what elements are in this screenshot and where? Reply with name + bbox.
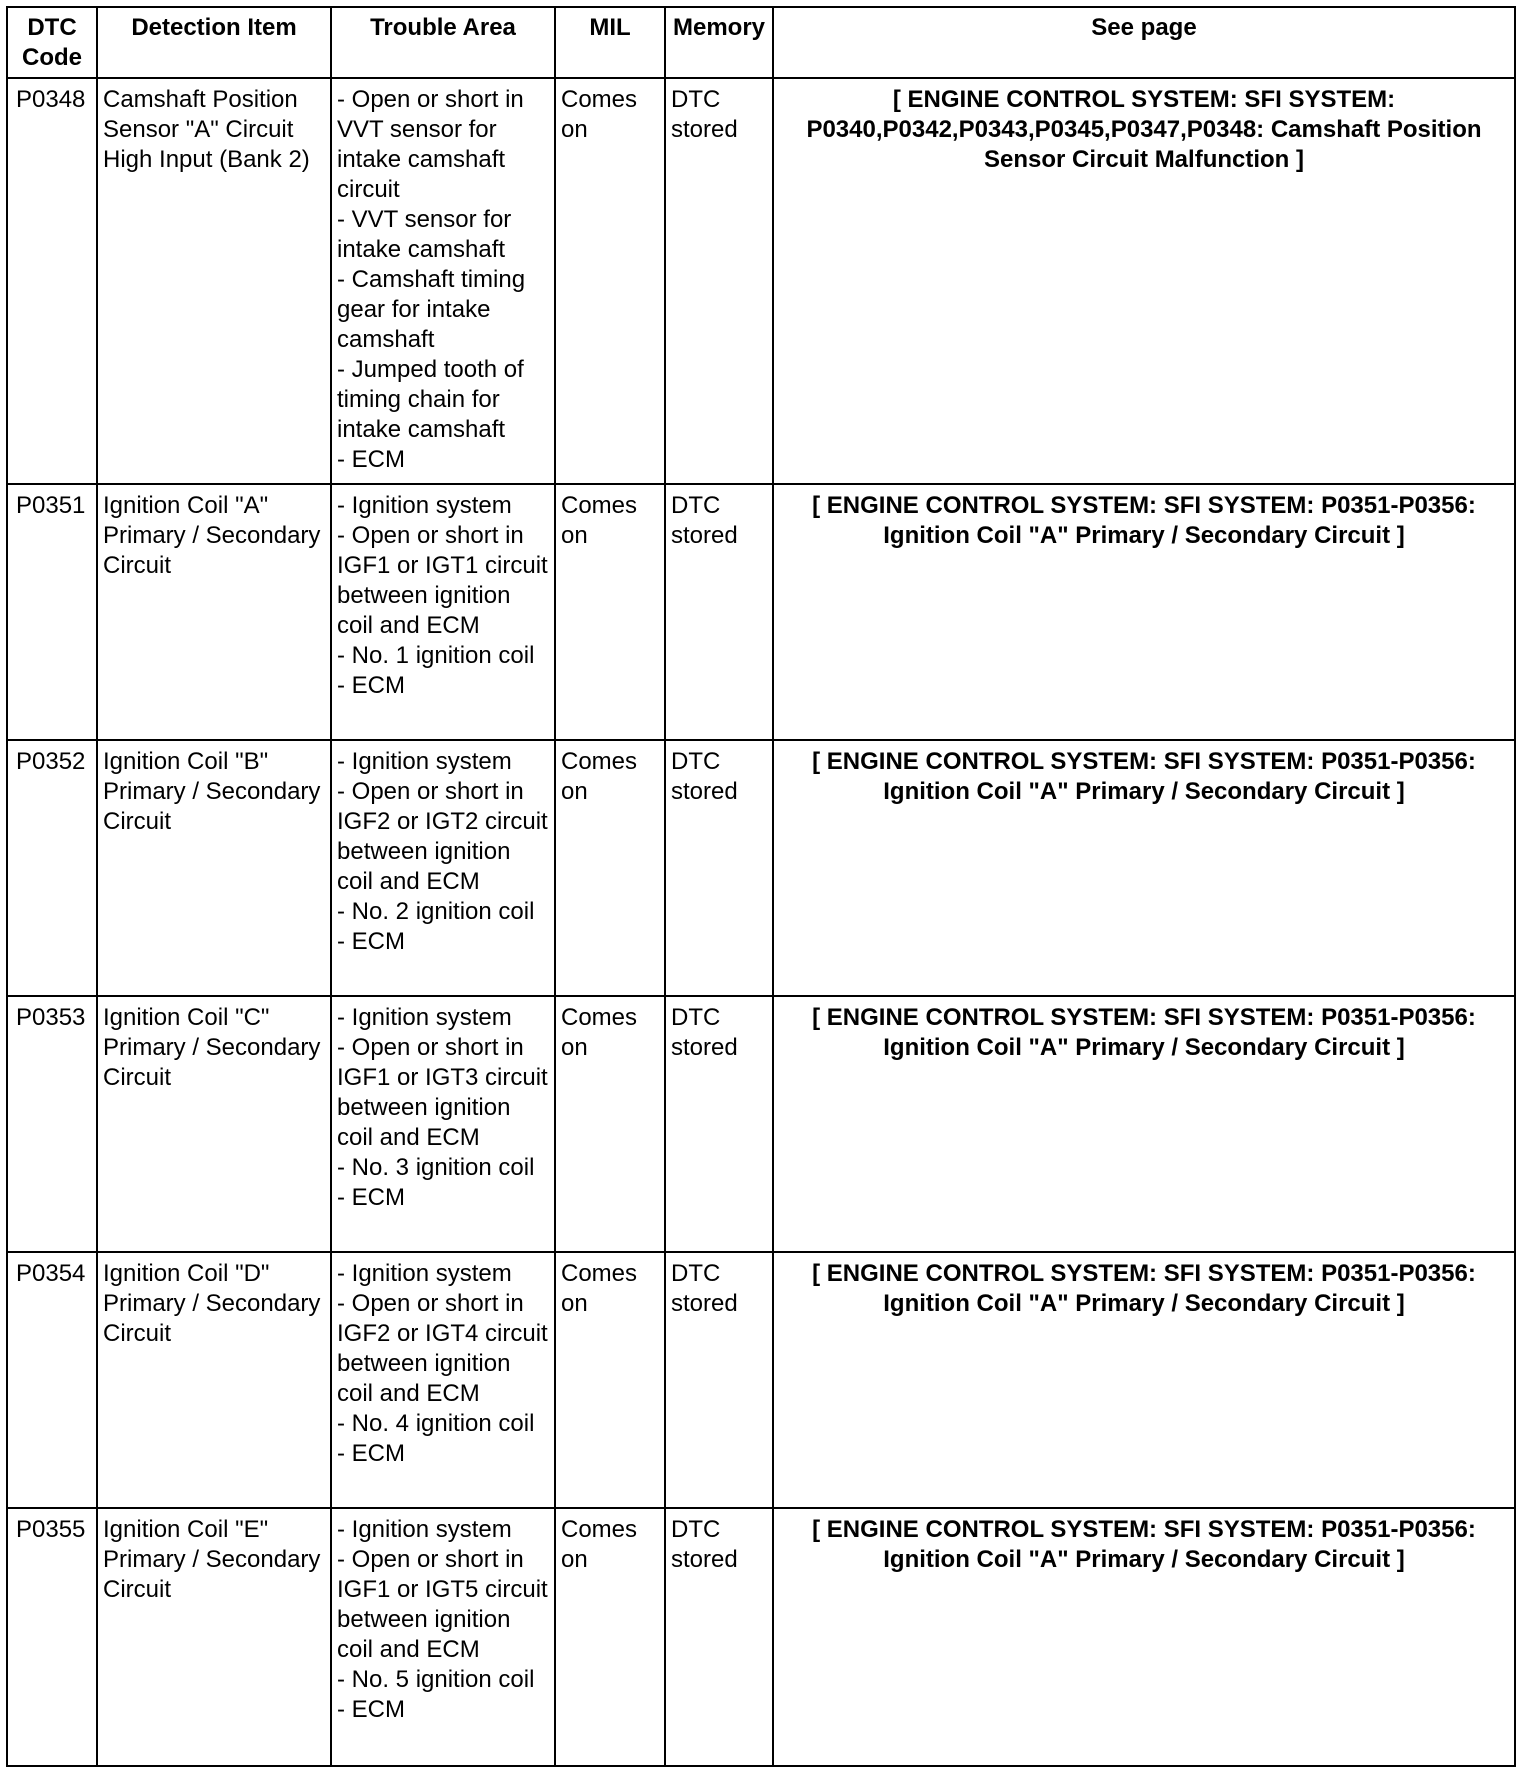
trouble-area-line: - Ignition system: [337, 1260, 512, 1287]
memory-cell: DTC stored: [665, 78, 773, 484]
trouble-area-line: - ECM: [337, 446, 405, 473]
mil-cell: Comes on: [555, 78, 665, 484]
trouble-area-line: - ECM: [337, 928, 405, 955]
header-trouble-area: Trouble Area: [331, 7, 555, 78]
see-page-link[interactable]: [ ENGINE CONTROL SYSTEM: SFI SYSTEM: P0351-P0356: Ignition Coil "A" Primary / Secondary Circuit ]: [773, 484, 1515, 740]
trouble-area-line: - Open or short in IGF1 or IGT5 circuit between ignition coil and ECM: [337, 1546, 548, 1663]
detection-item-cell: Ignition Coil "B" Primary / Secondary Circuit: [97, 740, 331, 996]
table-row: [7, 484, 1515, 740]
header-dtc-code-line2: Code: [22, 44, 82, 71]
trouble-area-line: - Ignition system: [337, 748, 512, 775]
mil-cell: Comes on: [555, 996, 665, 1252]
table-row: [7, 78, 1515, 484]
dtc-code-cell: P0352: [7, 740, 97, 996]
dtc-code-cell: P0351: [7, 484, 97, 740]
trouble-area-line: - ECM: [337, 1440, 405, 1467]
header-dtc-code: [7, 7, 97, 78]
trouble-area-line: - No. 5 ignition coil: [337, 1666, 535, 1693]
trouble-area-line: - Ignition system: [337, 492, 512, 519]
trouble-area-line: - Open or short in VVT sensor for intake camshaft circuit: [337, 86, 524, 203]
trouble-area-cell: [331, 484, 555, 740]
trouble-area-cell: [331, 78, 555, 484]
dtc-code-cell: P0354: [7, 1252, 97, 1508]
mil-cell: Comes on: [555, 484, 665, 740]
table-row: [7, 1508, 1515, 1766]
trouble-area-line: - No. 1 ignition coil: [337, 642, 535, 669]
header-row: [7, 7, 1515, 78]
trouble-area-line: - ECM: [337, 672, 405, 699]
detection-item-cell: Ignition Coil "A" Primary / Secondary Circuit: [97, 484, 331, 740]
header-memory: Memory: [665, 7, 773, 78]
trouble-area-cell: [331, 1508, 555, 1766]
mil-cell: Comes on: [555, 740, 665, 996]
dtc-table: [6, 6, 1516, 1767]
detection-item-cell: Camshaft Position Sensor "A" Circuit High Input (Bank 2): [97, 78, 331, 484]
header-detection-item: Detection Item: [97, 7, 331, 78]
trouble-area-line: - Ignition system: [337, 1516, 512, 1543]
detection-item-cell: Ignition Coil "D" Primary / Secondary Circuit: [97, 1252, 331, 1508]
trouble-area-line: - No. 3 ignition coil: [337, 1154, 535, 1181]
trouble-area-line: - Open or short in IGF1 or IGT1 circuit between ignition coil and ECM: [337, 522, 548, 639]
trouble-area-line: - Open or short in IGF2 or IGT2 circuit between ignition coil and ECM: [337, 778, 548, 895]
trouble-area-line: - No. 4 ignition coil: [337, 1410, 535, 1437]
trouble-area-line: - VVT sensor for intake camshaft: [337, 206, 512, 263]
trouble-area-line: - Open or short in IGF2 or IGT4 circuit between ignition coil and ECM: [337, 1290, 548, 1407]
see-page-link[interactable]: [ ENGINE CONTROL SYSTEM: SFI SYSTEM: P0351-P0356: Ignition Coil "A" Primary / Secondary Circuit ]: [773, 1508, 1515, 1766]
dtc-code-cell: P0355: [7, 1508, 97, 1766]
dtc-code-cell: P0348: [7, 78, 97, 484]
memory-cell: DTC stored: [665, 1252, 773, 1508]
trouble-area-line: - Jumped tooth of timing chain for intake camshaft: [337, 356, 524, 443]
see-page-link[interactable]: [ ENGINE CONTROL SYSTEM: SFI SYSTEM: P0351-P0356: Ignition Coil "A" Primary / Secondary Circuit ]: [773, 996, 1515, 1252]
header-dtc-code-line1: DTC: [27, 14, 77, 41]
trouble-area-cell: [331, 996, 555, 1252]
see-page-link[interactable]: [ ENGINE CONTROL SYSTEM: SFI SYSTEM: P0351-P0356: Ignition Coil "A" Primary / Secondary Circuit ]: [773, 1252, 1515, 1508]
table-row: [7, 1252, 1515, 1508]
memory-cell: DTC stored: [665, 740, 773, 996]
mil-cell: Comes on: [555, 1252, 665, 1508]
detection-item-cell: Ignition Coil "C" Primary / Secondary Circuit: [97, 996, 331, 1252]
trouble-area-cell: [331, 740, 555, 996]
table-row: [7, 740, 1515, 996]
mil-cell: Comes on: [555, 1508, 665, 1766]
see-page-link[interactable]: [ ENGINE CONTROL SYSTEM: SFI SYSTEM: P0351-P0356: Ignition Coil "A" Primary / Secondary Circuit ]: [773, 740, 1515, 996]
header-see-page: See page: [773, 7, 1515, 78]
header-mil: MIL: [555, 7, 665, 78]
memory-cell: DTC stored: [665, 1508, 773, 1766]
trouble-area-line: - ECM: [337, 1184, 405, 1211]
table-row: [7, 996, 1515, 1252]
memory-cell: DTC stored: [665, 484, 773, 740]
dtc-code-cell: P0353: [7, 996, 97, 1252]
memory-cell: DTC stored: [665, 996, 773, 1252]
trouble-area-line: - Ignition system: [337, 1004, 512, 1031]
trouble-area-cell: [331, 1252, 555, 1508]
trouble-area-line: - ECM: [337, 1696, 405, 1723]
trouble-area-line: - No. 2 ignition coil: [337, 898, 535, 925]
detection-item-cell: Ignition Coil "E" Primary / Secondary Circuit: [97, 1508, 331, 1766]
trouble-area-line: - Open or short in IGF1 or IGT3 circuit between ignition coil and ECM: [337, 1034, 548, 1151]
see-page-link[interactable]: [ ENGINE CONTROL SYSTEM: SFI SYSTEM: P0340,P0342,P0343,P0345,P0347,P0348: Camshaft Position Sensor Circuit Malfunction ]: [773, 78, 1515, 484]
trouble-area-line: - Camshaft timing gear for intake camshaft: [337, 266, 526, 353]
